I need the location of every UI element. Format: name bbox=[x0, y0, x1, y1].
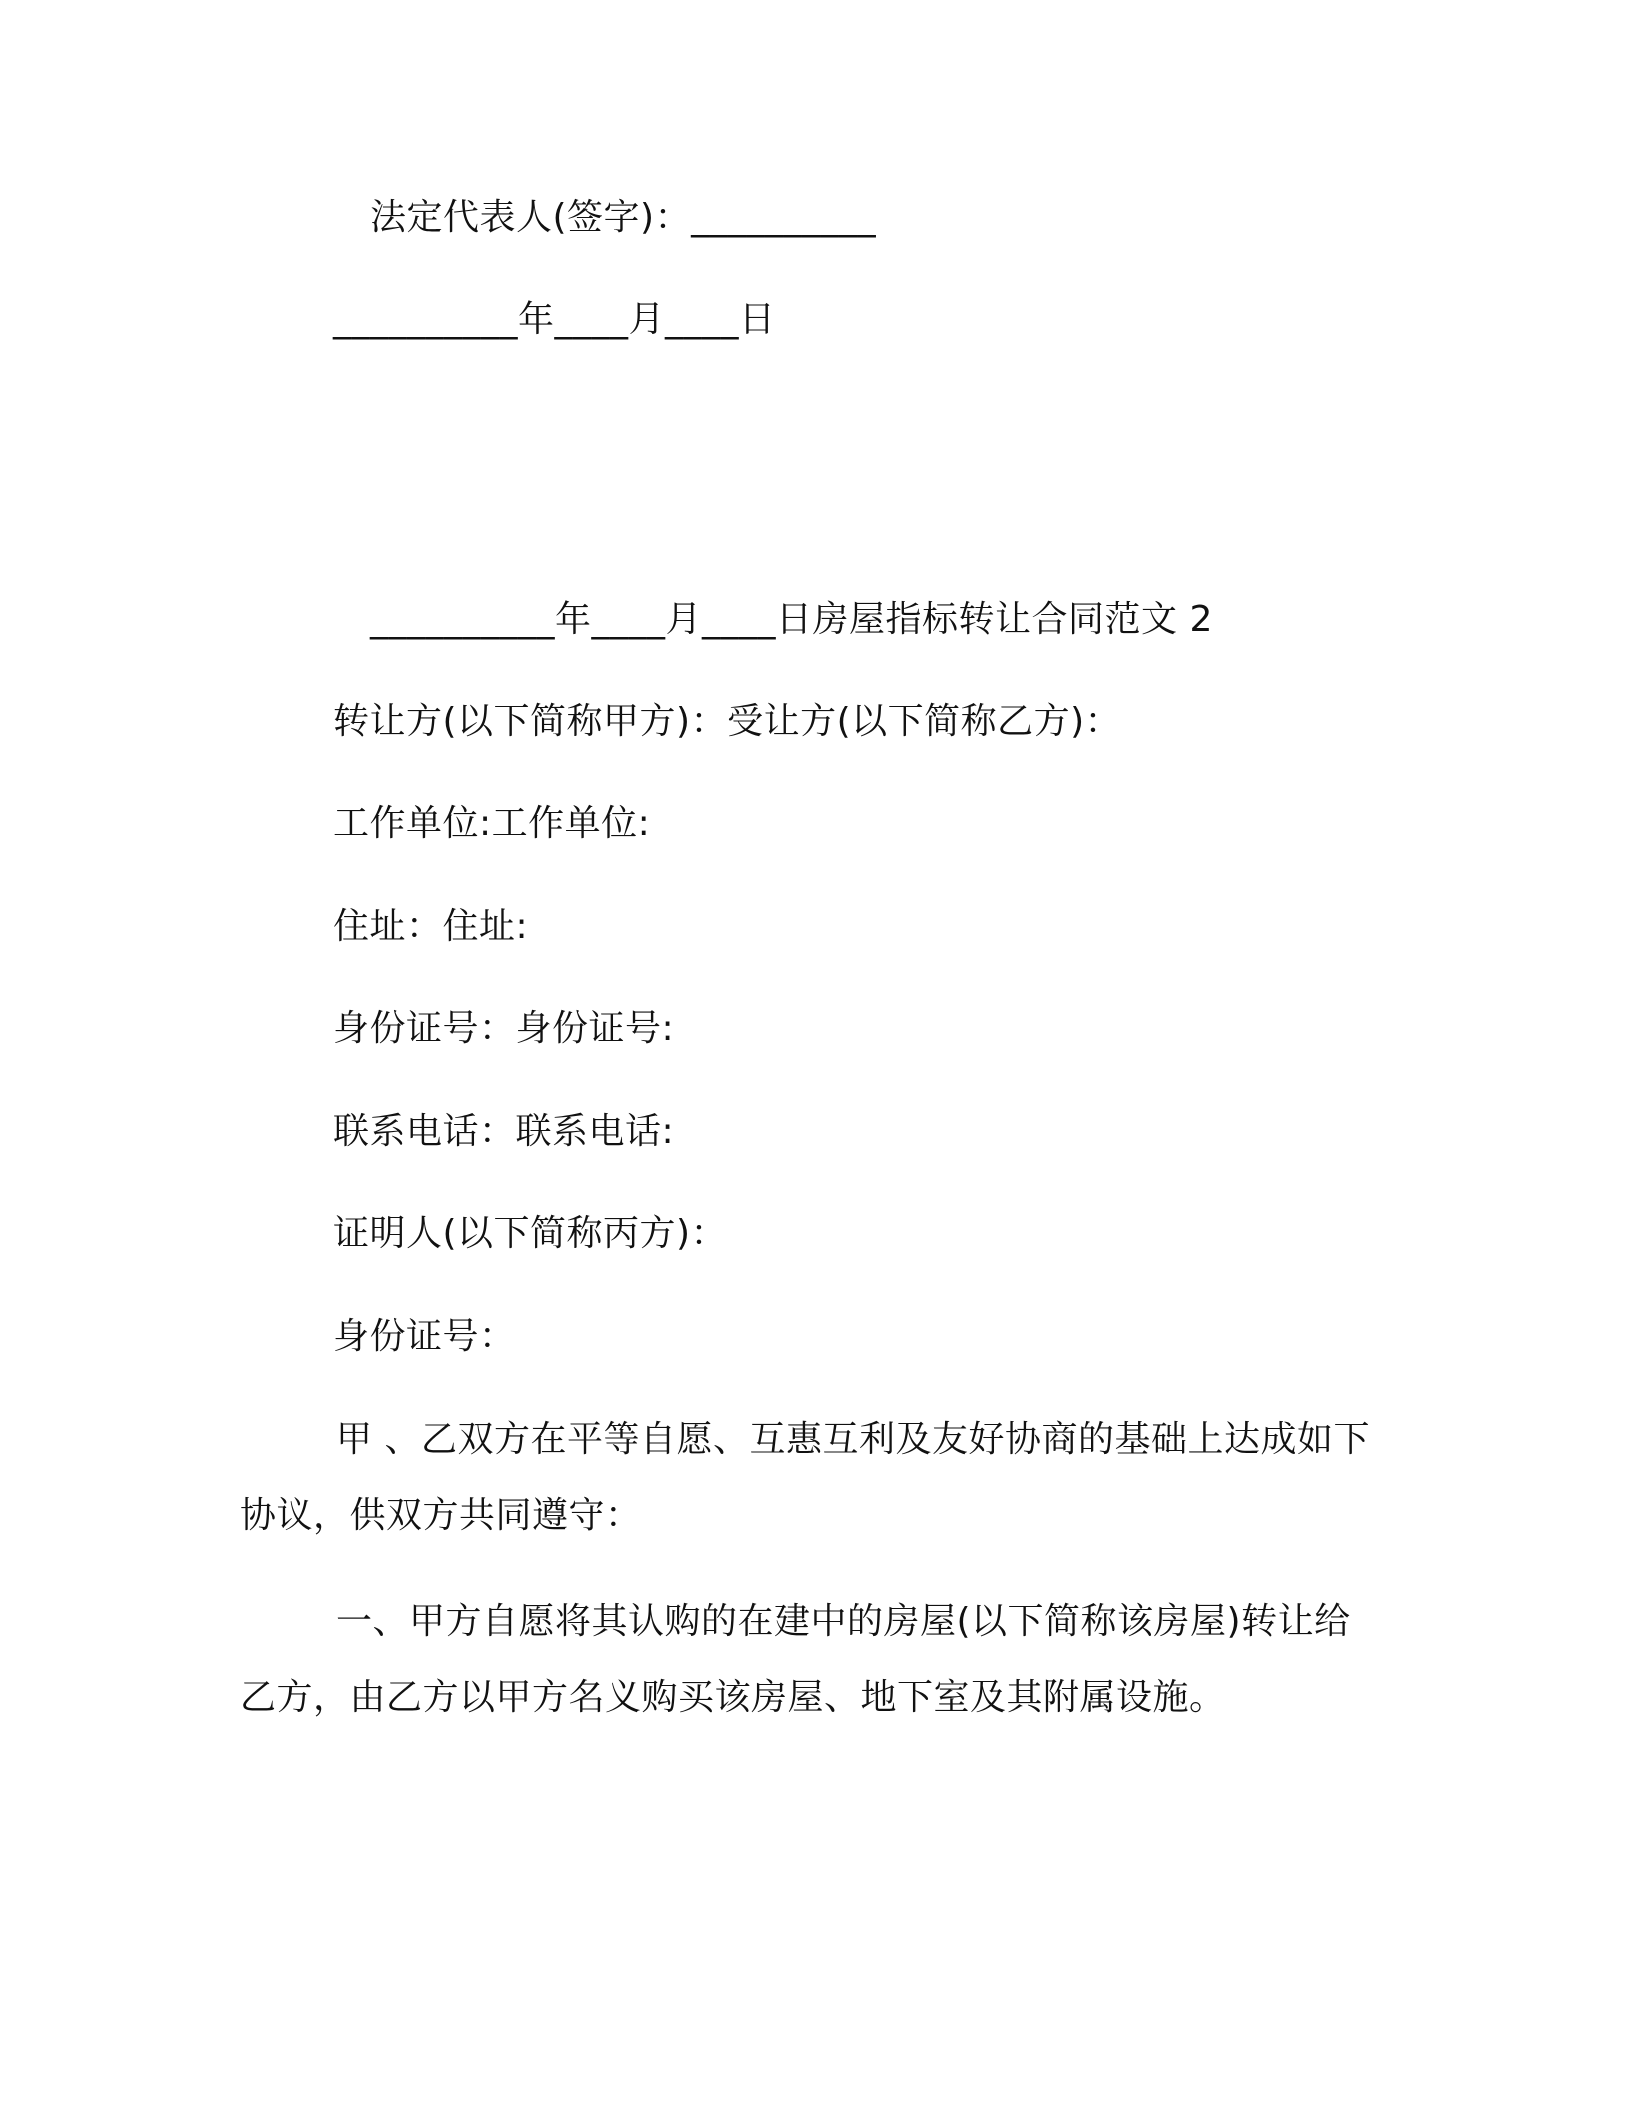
date-line: __________年____月____日 bbox=[333, 299, 776, 340]
document-title: __________年____月____日房屋指标转让合同范文 2 bbox=[370, 599, 1213, 640]
agreement-paragraph: 甲 、乙双方在平等自愿、互惠互利及友好协商的基础上达成如下协议，供双方共同遵守： bbox=[240, 1419, 1370, 1536]
clause-one-paragraph: 一、甲方自愿将其认购的在建中的房屋(以下简称该房屋)转让给乙方，由乙方以甲方名义购买该房屋、地下室及其附属设施。 bbox=[240, 1601, 1351, 1718]
legal-representative-signature-line: 法定代表人(签字)：__________ bbox=[370, 197, 877, 238]
parties-line: 转让方(以下简称甲方)：受让方(以下简称乙方)： bbox=[333, 701, 1122, 742]
witness-id-line: 身份证号： bbox=[333, 1316, 516, 1357]
witness-line: 证明人(以下简称丙方)： bbox=[333, 1213, 728, 1254]
address-line: 住址：住址: bbox=[333, 906, 529, 947]
phone-line: 联系电话：联系电话: bbox=[333, 1111, 675, 1152]
id-number-line: 身份证号：身份证号: bbox=[333, 1008, 675, 1049]
work-unit-line: 工作单位:工作单位: bbox=[333, 803, 651, 844]
